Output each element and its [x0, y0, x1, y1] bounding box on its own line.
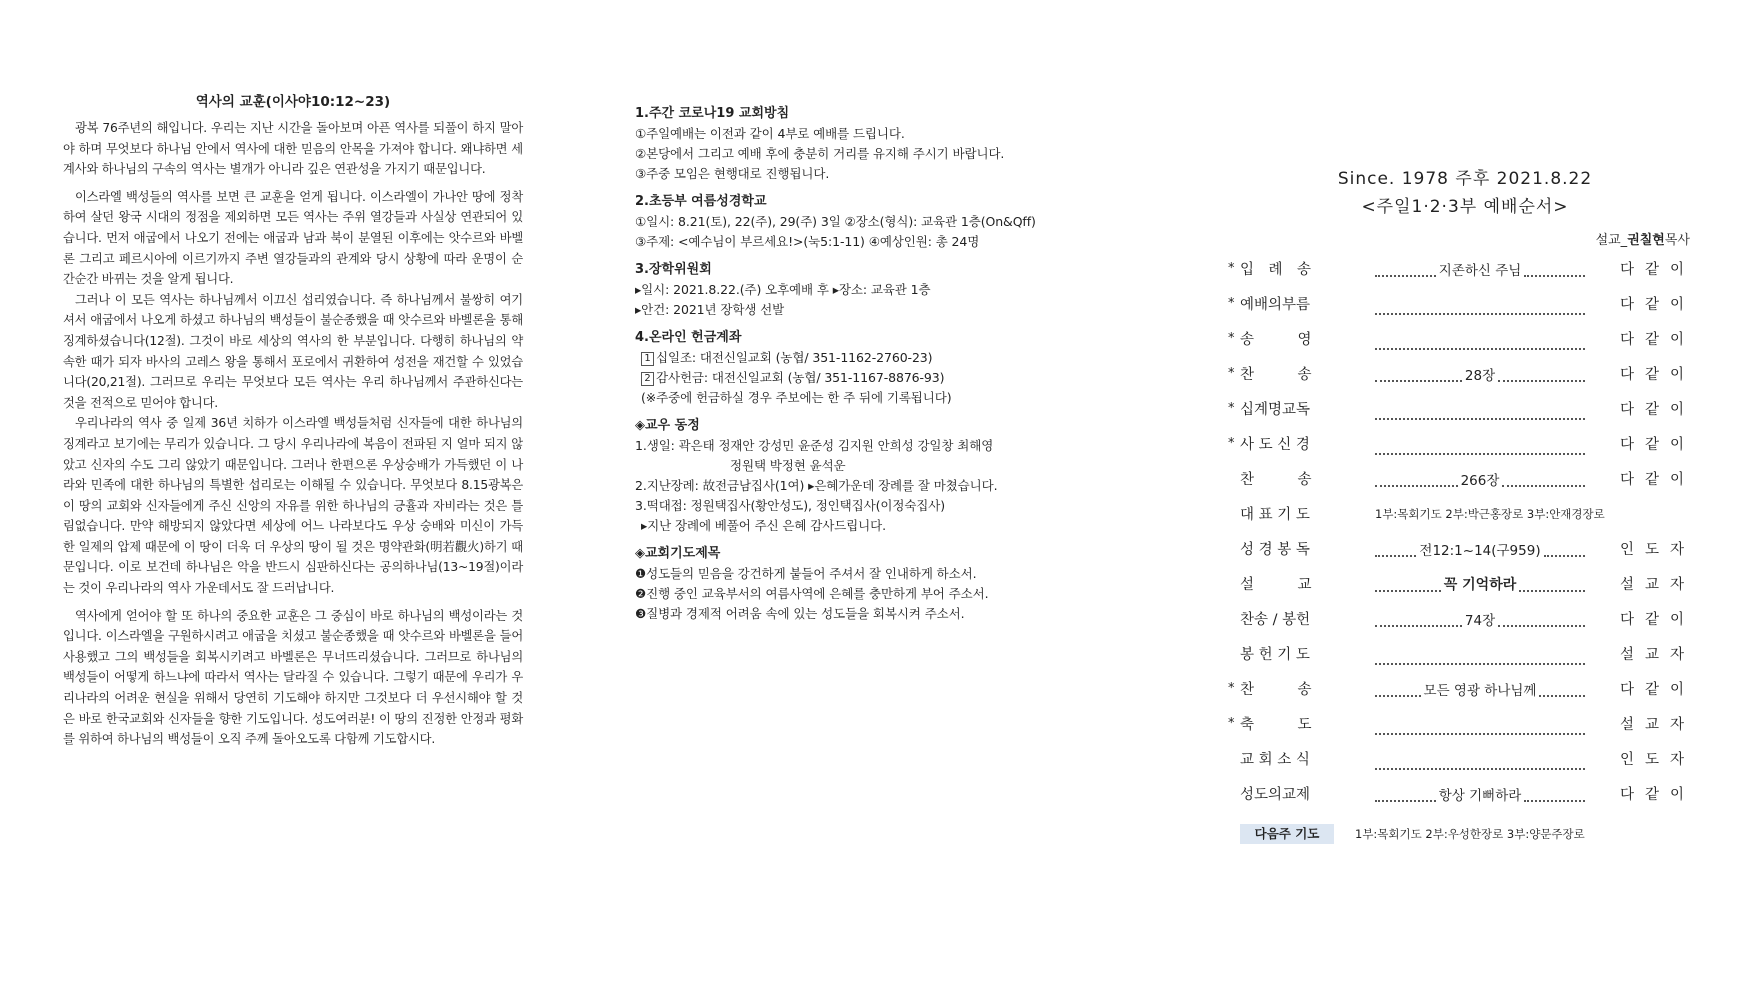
order-item-leader: 다같이 — [1620, 402, 1696, 418]
sermon-paragraph: 광복 76주년의 해입니다. 우리는 지난 시간을 돌아보며 아픈 역사를 되풀이 하지 말아야 하며 무엇보다 하나님 안에서 역사에 대한 믿음의 안목을 가져야 합니다. 왜냐하면 세계사와 하나님의 구속의 역사는 별개가 아니라 깊은 연관성을 가지기 때문입니다. — [63, 121, 523, 177]
prayer-line: ❷진행 중인 교육부서의 여름사역에 은혜를 충만하게 부어 주소서. — [635, 586, 989, 601]
order-row — [1228, 707, 1696, 742]
order-row — [1240, 532, 1696, 567]
order-item-name: 축 도 — [1240, 717, 1312, 733]
order-item-leader: 인도자 — [1620, 542, 1696, 558]
news-line: 1.생일: 곽은태 정재안 강성민 윤준성 김지원 안희성 강일창 최해영 — [635, 438, 994, 453]
order-title: <주일1·2·3부 예배순서> — [1361, 197, 1569, 217]
order-item-name: 찬 송 — [1240, 367, 1312, 383]
order-item-name: 성 경 봉 독 — [1240, 542, 1310, 558]
order-item-leader: 다같이 — [1620, 682, 1696, 698]
prayer-line: ❸질병과 경제적 어려움 속에 있는 성도들을 회복시켜 주소서. — [635, 606, 965, 621]
order-item-name: 예배의부름 — [1240, 297, 1311, 313]
order-item-name: 설 교 — [1240, 577, 1312, 593]
order-item-name: 봉 헌 기 도 — [1240, 647, 1310, 663]
order-row — [1240, 497, 1690, 532]
news-line: 2.지난장례: 故전금남집사(1여) ▸은혜가운데 장례를 잘 마쳤습니다. — [635, 478, 998, 493]
dotted-leader — [1375, 365, 1585, 383]
order-item-detail: 74장 — [1464, 613, 1496, 629]
preacher-prefix: 설교_ — [1595, 233, 1628, 248]
order-item-name: 송 영 — [1240, 332, 1312, 348]
number-box-icon: 2 — [641, 372, 654, 386]
dotted-leader — [1375, 680, 1585, 698]
dotted-leader — [1375, 715, 1585, 735]
order-row — [1240, 567, 1696, 602]
order-row — [1228, 357, 1696, 392]
dotted-leader — [1375, 435, 1585, 455]
order-row — [1228, 427, 1696, 462]
offering-note: (※주중에 헌금하실 경우 주보에는 한 주 뒤에 기록됩니다) — [641, 390, 952, 405]
order-item-name: 성도의교제 — [1240, 787, 1311, 803]
order-item-name: 대 표 기 도 — [1240, 507, 1310, 523]
section-line: ①주일예배는 이전과 같이 4부로 예배를 드립니다. — [635, 126, 905, 141]
prayer-line: ❶성도들의 믿음을 강건하게 붙들어 주셔서 잘 인내하게 하소서. — [635, 566, 977, 581]
order-item-detail: 28장 — [1464, 368, 1496, 384]
order-item-leader: 다같이 — [1620, 472, 1696, 488]
next-prayer-info: 1부:목회기도 2부:우성한장로 3부:양문주장로 — [1355, 827, 1585, 841]
dotted-leader — [1375, 260, 1585, 278]
sermon-paragraph: 그러나 이 모든 역사는 하나님께서 이끄신 섭리였습니다. 즉 하나님께서 불쌍히 여기셔서 애굽에서 나오게 하셨고 하나님의 백성들이 불순종했을 때 앗수르와 바벨론을 통해 징계하셨습니다(12절). 그것이 바로 세상의 역사의 한 부분입니다. 다행히 하나님의 약속한 때가 되자 바사의 고레스 왕을 통해서 포로에서 귀환하여 성전을 재건할 수 있었습니다(20,21절). 그러므로 우리는 무엇보다 모든 역사는 우리 하나님께서 주관하신다는 것을 전적으로 믿어야 합니다. — [63, 292, 523, 410]
order-row — [1228, 322, 1696, 357]
order-of-worship-column — [1228, 165, 1696, 850]
section-title: ◈교회기도제목 — [635, 546, 721, 561]
dotted-leader — [1375, 295, 1585, 315]
section-line: ▸안건: 2021년 장학생 선발 — [635, 302, 785, 317]
sermon-title: 역사의 교훈(이사야10:12~23) — [195, 94, 391, 110]
offering-text: 감사헌금: 대전신일교회 (농협/ 351-1167-8876-93) — [656, 370, 945, 385]
standing-marker-icon: * — [1228, 681, 1235, 696]
order-item-detail: 266장 — [1460, 473, 1500, 489]
next-prayer-label: 다음주 기도 — [1240, 824, 1334, 844]
standing-marker-icon: * — [1228, 261, 1235, 276]
section-title: ◈교우 동정 — [635, 418, 700, 433]
order-row — [1228, 287, 1696, 322]
order-item-detail: 항상 기뻐하라 — [1438, 788, 1522, 804]
preacher-suffix: 목사 — [1664, 233, 1690, 248]
section-line: ▸일시: 2021.8.22.(주) 오후예배 후 ▸장소: 교육관 1층 — [635, 282, 931, 297]
order-item-prayers: 1부:목회기도 2부:박근홍장로 3부:안재경장로 — [1375, 507, 1605, 521]
order-item-detail: 전12:1~14(구959) — [1419, 543, 1541, 559]
section-title: 2.초등부 여름성경학교 — [635, 194, 767, 209]
order-item-leader: 다같이 — [1620, 262, 1696, 278]
dotted-leader — [1375, 575, 1585, 593]
section-prayer-topics — [635, 544, 1105, 624]
order-item-leader: 설교자 — [1620, 717, 1696, 733]
since-date-header: Since. 1978 주후 2021.8.22 — [1337, 169, 1593, 189]
news-line: ▸지난 장례에 베풀어 주신 은혜 감사드립니다. — [641, 518, 886, 533]
announcements-column — [635, 104, 1105, 632]
order-item-name: 찬 송 — [1240, 682, 1312, 698]
offering-line-tithe — [635, 348, 1105, 368]
preacher-name: 권칠현 — [1627, 233, 1665, 248]
order-row — [1228, 392, 1696, 427]
order-row — [1240, 462, 1696, 497]
order-item-leader: 인도자 — [1620, 752, 1696, 768]
section-vbs — [635, 192, 1105, 252]
sermon-paragraph: 역사에게 얻어야 할 또 하나의 중요한 교훈은 그 중심이 바로 하나님의 백성이라는 것입니다. 이스라엘을 구원하시려고 애굽을 치셨고 불순종했을 때 앗수르와 바벨론을 들어 사용했고 그의 백성들을 회복시키려고 바벨론은 무너뜨리셨습니다. 그러므로 하나님의 백성들이 어떻게 하느냐에 따라서 역사는 달라질 수 있습니다. 그렇기 때문에 우리가 우리나라의 어려운 현실을 위해서 당연히 기도해야 하지만 그것보다 더 우선시해야 할 것은 바로 한국교회와 신자들을 향한 기도입니다. 성도여러분! 이 땅의 진정한 안정과 평화를 위하여 하나님의 백성들이 오직 주께 돌아오도록 다함께 기도합시다. — [63, 608, 523, 747]
dotted-leader — [1375, 330, 1585, 350]
order-list — [1228, 252, 1696, 812]
dotted-leader — [1375, 785, 1585, 803]
dotted-leader — [1375, 470, 1585, 488]
order-item-detail: 지존하신 주님 — [1438, 263, 1522, 279]
dotted-leader — [1375, 540, 1585, 558]
order-item-leader: 다같이 — [1620, 332, 1696, 348]
order-item-name: 십계명교독 — [1240, 402, 1311, 418]
order-item-leader: 다같이 — [1620, 367, 1696, 383]
order-item-detail: 꼭 기억하라 — [1443, 577, 1517, 593]
news-line: 정원택 박정현 윤석운 — [730, 458, 846, 473]
number-box-icon: 1 — [641, 352, 654, 366]
dotted-leader — [1375, 750, 1585, 770]
order-item-leader: 설교자 — [1620, 647, 1696, 663]
order-item-leader: 다같이 — [1620, 787, 1696, 803]
order-row — [1240, 777, 1696, 812]
next-week-prayer — [1240, 824, 1690, 850]
order-row — [1228, 252, 1696, 287]
standing-marker-icon: * — [1228, 401, 1235, 416]
order-item-leader: 다같이 — [1620, 437, 1696, 453]
section-title: 1.주간 코로나19 교회방침 — [635, 106, 790, 121]
standing-marker-icon: * — [1228, 331, 1235, 346]
order-row — [1240, 602, 1696, 637]
dotted-leader — [1375, 610, 1585, 628]
order-item-name: 입 례 송 — [1240, 262, 1312, 278]
section-member-news — [635, 416, 1105, 536]
standing-marker-icon: * — [1228, 436, 1235, 451]
offering-text: 십일조: 대전신일교회 (농협/ 351-1162-2760-23) — [656, 350, 933, 365]
order-row — [1240, 742, 1696, 777]
section-line: ②본당에서 그리고 예배 후에 충분히 거리를 유지해 주시기 바랍니다. — [635, 146, 1005, 161]
order-row — [1240, 637, 1696, 672]
order-item-name: 교 회 소 식 — [1240, 752, 1310, 768]
offering-line-thanks — [635, 368, 1105, 388]
order-item-leader: 다같이 — [1620, 297, 1696, 313]
section-line: ③주제: <예수님이 부르세요!>(눅5:1-11) ④예상인원: 총 24명 — [635, 234, 980, 249]
section-title: 4.온라인 헌금계좌 — [635, 330, 742, 345]
order-item-name: 찬송 / 봉헌 — [1240, 612, 1311, 628]
news-line: 3.떡대접: 정원택집사(황안성도), 정인택집사(이정숙집사) — [635, 498, 946, 513]
order-item-detail: 모든 영광 하나님께 — [1423, 683, 1537, 699]
order-item-leader: 다같이 — [1620, 612, 1696, 628]
order-item-name: 사 도 신 경 — [1240, 437, 1310, 453]
section-scholarship — [635, 260, 1105, 320]
section-line: ①일시: 8.21(토), 22(주), 29(주) 3일 ②장소(형식): 교육관 1층(On&Qff) — [635, 214, 1036, 229]
order-item-leader: 설교자 — [1620, 577, 1696, 593]
order-item-name: 찬 송 — [1240, 472, 1312, 488]
dotted-leader — [1375, 400, 1585, 420]
standing-marker-icon: * — [1228, 296, 1235, 311]
order-row — [1228, 672, 1696, 707]
standing-marker-icon: * — [1228, 716, 1235, 731]
section-online-offering — [635, 328, 1105, 408]
sermon-paragraph: 이스라엘 백성들의 역사를 보면 큰 교훈을 얻게 됩니다. 이스라엘이 가나안 땅에 정착하여 살던 왕국 시대의 정점을 제외하면 모든 역사는 주위 열강들과 사실상 연관되어 있습니다. 먼저 애굽에서 나오기 전에는 애굽과 남과 북이 분열된 이후에는 앗수르와 바벨론 그리고 페르시아에 이르기까지 주변 열강들과의 관계와 당시 상황에 따라 운명이 순간순간 바뀌는 것을 알게 됩니다. — [63, 189, 523, 287]
section-line: ③주중 모임은 현행대로 진행됩니다. — [635, 166, 830, 181]
section-title: 3.장학위원회 — [635, 262, 712, 277]
sermon-column — [63, 90, 523, 757]
dotted-leader — [1375, 645, 1585, 665]
standing-marker-icon: * — [1228, 366, 1235, 381]
preacher-line — [1240, 229, 1690, 248]
section-covid-policy — [635, 104, 1105, 184]
sermon-paragraph: 우리나라의 역사 중 일제 36년 치하가 이스라엘 백성들처럼 신자들에 대한 하나님의 징계라고 보기에는 무리가 있습니다. 그 당시 우리나라에 복음이 전파된 지 얼마 되지 않았고 신자의 수도 그리 않았기 때문입니다. 그러나 한편으론 우상숭배가 가득했던 이 나라와 민족에 대한 하나님의 특별한 섭리로는 이해될 수 있습니다. 무엇보다 8.15광복은 이 땅의 교회와 신자들에게 주신 신앙의 자유를 위한 하나님의 긍휼과 자비라는 것은 틀림없습니다. 만약 해방되지 않았다면 세상에 어느 나라보다도 우상 숭배와 미신이 가득한 일제의 압제 때문에 이 땅이 더욱 더 우상의 땅이 될 것은 명약관화(明若觀火)하기 때문입니다. 이로 보건데 하나님은 악을 반드시 심판하신다는 공의하나님(13~19절)이라는 것이 우리나라의 역사 가운데서도 잘 드러납니다. — [63, 416, 523, 596]
